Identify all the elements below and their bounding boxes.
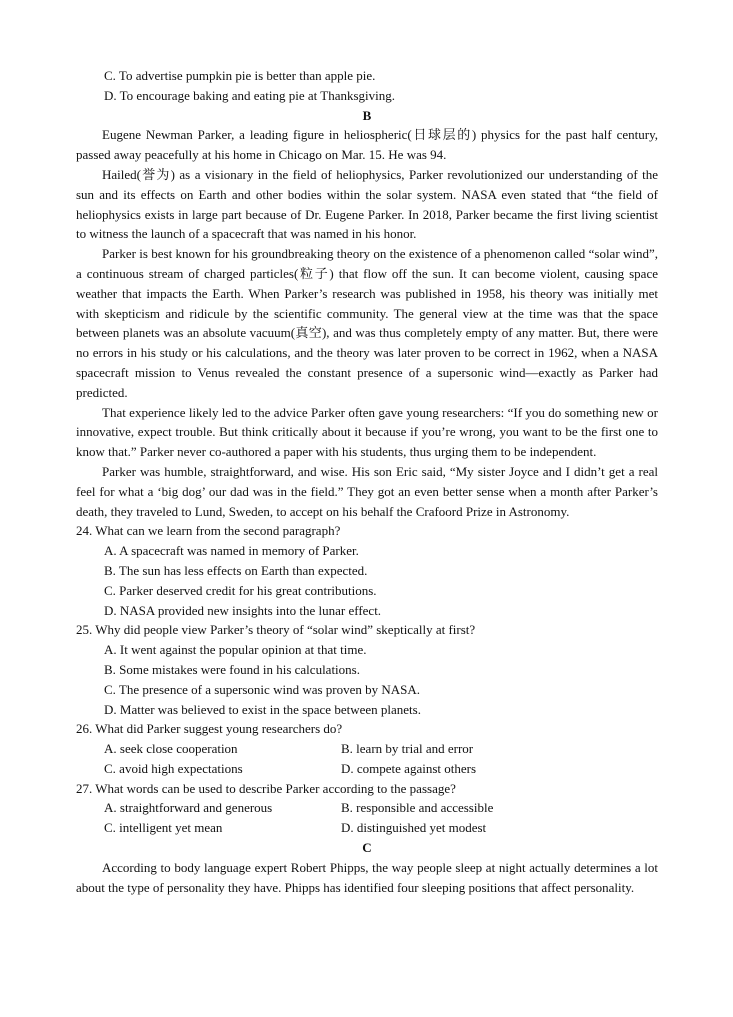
question-25-option-d: D. Matter was believed to exist in the space between planets. [104,701,421,717]
question-25-option-c: C. The presence of a supersonic wind was proven by NASA. [104,681,421,697]
section-b-paragraph-2: Hailed(誉为) as a visionary in the field of heliophysics, Parker revolutionized our understanding of the sun and its effects on Earth and other bodies within the solar system. NASA even stated that “the field of heliophysics exists in large part because of Dr. Eugene Parker. In 2018, Parker became the first living scientist to witness the launch of a spacecraft that was named in his honor. [76,166,658,242]
question-25-option-a: A. It went against the popular opinion at that time. [104,642,367,658]
question-26-options-row-2 [76,759,658,779]
section-c-paragraph-1: According to body language expert Robert Phipps, the way people sleep at night actually determines a lot about the type of personality they have. Phipps has identified four sleeping positions that affect personality. [76,859,658,895]
section-b-paragraph-3: Parker is best known for his groundbreaking theory on the existence of a phenomenon called “solar wind”, a continuous stream of charged particles(粒子) that flow off the sun. It can become violent, causing space weather that impacts the Earth. When Parker’s research was published in 1958, his theory was initially met with skepticism and ridicule by the scientific community. The general view at the time was that the space between planets was an absolute vacuum(真空), and was thus completely empty of any matter. But, there were no errors in his study or his calculations, and the theory was later proven to be correct in 1962, when a NASA spacecraft mission to Venus revealed the constant presence of a supersonic wind—exactly as Parker had predicted. [76,246,658,400]
question-26-options-row-1 [76,739,658,759]
section-c-heading: C [362,840,372,856]
question-27-stem: 27. What words can be used to describe Parker according to the passage? [76,780,456,796]
section-b-heading: B [362,107,372,123]
question-27-option-a: A. straightforward and generous [104,800,273,816]
section-b-paragraph-4: That experience likely led to the advice Parker often gave young researchers: “If you do something new or innovative, expect trouble. But think critically about it because if you’re wrong, you want to be the first one to know that.” Parker never co-authored a paper with his students, thus urging them to be independent. [76,404,658,460]
page-content [76,66,658,897]
question-27-options-row-1 [76,798,658,818]
question-24-option-c: C. Parker deserved credit for his great contributions. [104,582,377,598]
prev-option-c: C. To advertise pumpkin pie is better than apple pie. [104,68,376,83]
question-24-option-b: B. The sun has less effects on Earth than expected. [104,562,368,578]
prev-option-d: D. To encourage baking and eating pie at Thanksgiving. [104,87,396,103]
question-24-option-d: D. NASA provided new insights into the lunar effect. [104,602,382,618]
question-26-option-b: B. learn by trial and error [341,741,474,757]
question-24-stem: 24. What can we learn from the second paragraph? [76,523,341,539]
question-26-option-d: D. compete against others [341,760,477,776]
question-26-stem: 26. What did Parker suggest young researchers do? [76,721,343,737]
question-27-option-c: C. intelligent yet mean [104,820,223,836]
question-26-option-a: A. seek close cooperation [104,741,238,757]
question-27-options-row-2 [76,818,658,838]
question-24-option-a: A. A spacecraft was named in memory of Parker. [104,543,359,559]
question-26-option-c: C. avoid high expectations [104,760,243,776]
question-27-option-d: D. distinguished yet modest [341,820,487,836]
section-b-paragraph-5: Parker was humble, straightforward, and wise. His son Eric said, “My sister Joyce and I didn’t get a real feel for what a ‘big dog’ our dad was in the field.” They got an even better sense when a month after Parker’s death, they traveled to Lund, Sweden, to accept on his behalf the Crafoord Prize in Astronomy. [76,463,658,519]
section-b-paragraph-1: Eugene Newman Parker, a leading figure in heliospheric(日球层的) physics for the past half century, passed away peacefully at his home in Chicago on Mar. 15. He was 94. [76,127,658,163]
question-27-option-b: B. responsible and accessible [341,800,494,816]
question-25-stem: 25. Why did people view Parker’s theory of “solar wind” skeptically at first? [76,622,476,638]
question-25-option-b: B. Some mistakes were found in his calculations. [104,661,360,677]
